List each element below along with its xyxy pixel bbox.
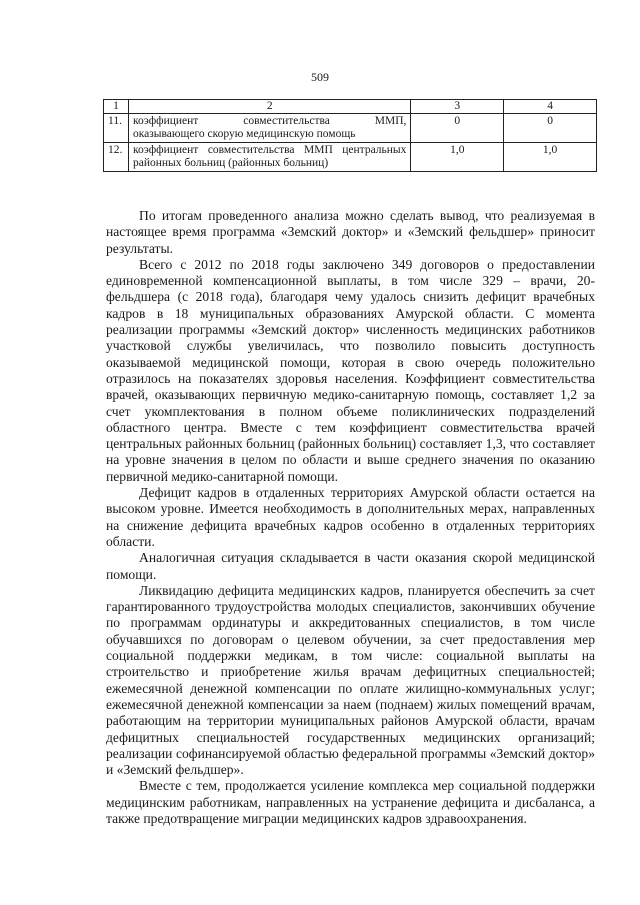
paragraph: Дефицит кадров в отдаленных территориях Амурской области остается на высоком уровне. Имеется необходимость в дополнительных мерах, направленных на снижение дефицита врачебных кадров особенно в отдаленных территориях области.	[106, 485, 595, 549]
row-value-col3: 0	[411, 114, 504, 143]
row-description	[128, 114, 410, 143]
row-description-line: оказывающего скорую медицинскую помощь	[132, 128, 356, 140]
paragraph: Аналогичная ситуация складывается в части оказания скорой медицинской помощи.	[106, 550, 595, 582]
row-value-col4: 1,0	[504, 143, 597, 172]
header-cell-2: 2	[128, 100, 410, 114]
header-cell-1: 1	[104, 100, 129, 114]
paragraph: По итогам проведенного анализа можно сделать вывод, что реализуемая в настоящее время программа «Земский доктор» и «Земский фельдшер» приносит результаты.	[106, 208, 595, 256]
header-cell-3: 3	[411, 100, 504, 114]
page-number: 509	[311, 70, 329, 84]
row-description-line: коэффициент совместительства ММП,	[132, 115, 407, 127]
body-text	[106, 208, 595, 827]
row-value-col3: 1,0	[411, 143, 504, 172]
row-number: 12.	[104, 143, 129, 172]
paragraph: Вместе с тем, продолжается усиление комплекса мер социальной поддержки медицинским работникам, направленных на устранение дефицита и дисбаланса, а также предотвращение миграции медицинских кадров здравоохранения.	[106, 778, 595, 826]
row-description-line: районных больниц (районных больниц)	[132, 157, 329, 169]
header-cell-4: 4	[504, 100, 597, 114]
row-description-line: коэффициент совместительства ММП центральных	[132, 144, 407, 156]
row-value-col4: 0	[504, 114, 597, 143]
paragraph: Ликвидацию дефицита медицинских кадров, планируется обеспечить за счет гарантированного трудоустройства молодых специалистов, закончивших обучение по программам ординатуры и аккредитованных специалистов, в том числе обучавшихся по договорам о целевом обучении, за счет предоставления мер социальной поддержки медикам, в том числе: социальной выплаты на строительство и приобретение жилья врачам дефицитных специальностей; ежемесячной денежной компенсации по оплате жилищно-коммунальных услуг; ежемесячной денежной компенсации за наем (поднаем) жилых помещений врачам, работающим на территории муниципальных районов Амурской области, врачам дефицитных специальностей государственных медицинских организаций; реализации софинансируемой областью федеральной программы «Земский доктор» и «Земский фельдшер».	[106, 582, 595, 778]
table-row	[104, 143, 597, 172]
row-number: 11.	[104, 114, 129, 143]
row-description	[128, 143, 410, 172]
paragraph: Всего с 2012 по 2018 годы заключено 349 договоров о предоставлении единовременной компенсационной выплаты, в том числе 329 – врачи, 20- фельдшера (с 2018 года), благодаря чему удалось снизить дефицит врачебных кадров в 18 муниципальных образованиях Амурской области. С момента реализации программы «Земский доктор» численность медицинских работников участковой службы увеличилась, что позволило повысить доступность оказываемой медицинской помощи, которая в свою очередь положительно отразилось на показателях здоровья населения. Коэффициент совместительства врачей, оказывающих первичную медико-санитарную помощь, составляет 1,2 за счет укомплектования в полном объеме поликлинических подразделений областного центра. Вместе с тем коэффициент совместительства врачей центральных районных больниц (районных больниц) составляет 1,3, что составляет на уровне значения в целом по области и выше среднего значения по оказанию первичной медико-санитарной помощи.	[106, 256, 595, 484]
table-header-row	[104, 100, 597, 114]
table-row	[104, 114, 597, 143]
data-table	[103, 99, 597, 172]
